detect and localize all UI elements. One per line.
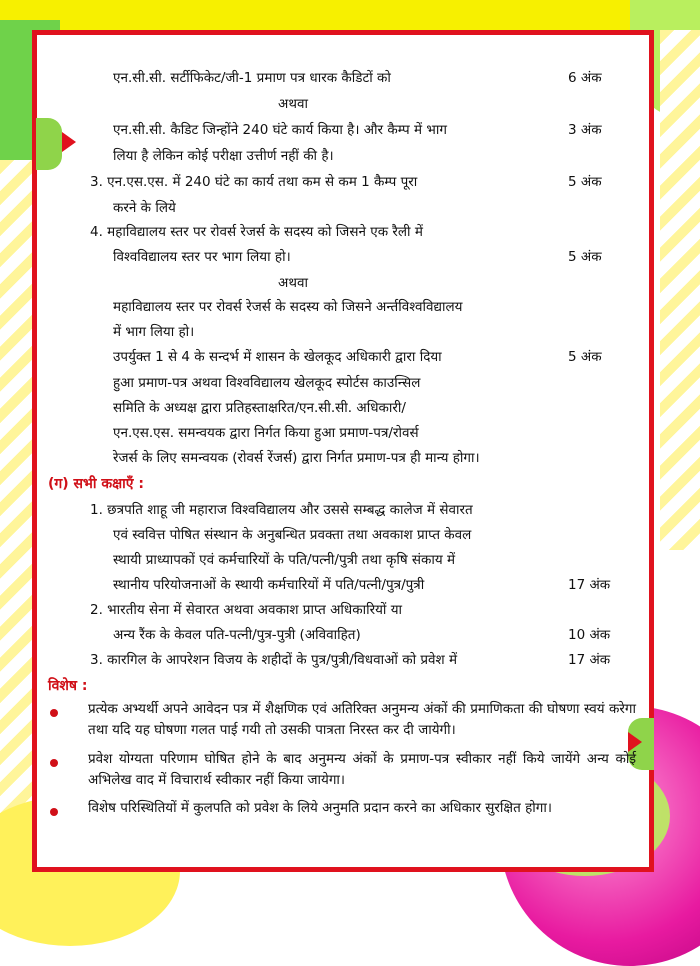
text-line: एवं स्ववित्त पोषित संस्थान के अनुबन्धित प्रवक्ता तथा अवकाश प्राप्त केवल bbox=[113, 527, 472, 543]
marks-value: 17 अंक bbox=[568, 652, 611, 668]
text-line: रेजर्स के लिए समन्वयक (रोवर्स रेंजर्स) द्वारा निर्गत प्रमाण-पत्र ही मान्य होगा। bbox=[113, 450, 480, 466]
text-line: 4. महाविद्यालय स्तर पर रोवर्स रेजर्स के सदस्य को जिसने एक रैली में bbox=[90, 224, 423, 240]
text-line: लिया है लेकिन कोई परीक्षा उत्तीर्ण नहीं की है। bbox=[113, 148, 334, 164]
marks-value: 17 अंक bbox=[568, 577, 611, 593]
text-line: एन.एस.एस. समन्वयक द्वारा निर्गत किया हुआ प्रमाण-पत्र/रोवर्स bbox=[113, 425, 419, 441]
text-line: अन्य रैंक के केवल पति-पत्नी/पुत्र-पुत्री (अविवाहित) bbox=[113, 627, 361, 643]
marks-value: 5 अंक bbox=[568, 349, 602, 365]
text-line: 3. एन.एस.एस. में 240 घंटे का कार्य तथा कम से कम 1 कैम्प पूरा bbox=[90, 174, 418, 190]
text-line: 3. कारगिल के आपरेशन विजय के शहीदों के पुत्र/पुत्री/विधवाओं को प्रवेश में bbox=[90, 652, 458, 668]
text-line: स्थायी प्राध्यापकों एवं कर्मचारियों के पति/पत्नी/पुत्री तथा कृषि संकाय में bbox=[113, 552, 456, 568]
marks-value: 10 अंक bbox=[568, 627, 611, 643]
marks-value: 5 अंक bbox=[568, 249, 602, 265]
text-line: एन.सी.सी. सर्टीफिकेट/जी-1 प्रमाण पत्र धारक कैडिटों को bbox=[113, 70, 391, 86]
note-item: प्रत्येक अभ्यर्थी अपने आवेदन पत्र में शैक्षणिक एवं अतिरिक्त अनुमन्य अंकों की प्रमाणिकता की घोषणा स्वयं करेगा तथा यदि यह घोषणा गलत पाई गयी तो उसकी पात्रता निरस्त कर दी जायेगी। bbox=[88, 701, 636, 738]
text-line: 1. छत्रपति शाहू जी महाराज विश्वविद्यालय और उससे सम्बद्ध कालेज में सेवारत bbox=[90, 502, 473, 518]
text-line: विश्वविद्यालय स्तर पर भाग लिया हो। bbox=[113, 249, 291, 265]
bullet-dot-icon bbox=[50, 709, 58, 717]
text-line: में भाग लिया हो। bbox=[113, 324, 195, 340]
notes-heading: विशेष : bbox=[48, 678, 88, 694]
marks-value: 5 अंक bbox=[568, 174, 602, 190]
text-line: 2. भारतीय सेना में सेवारत अथवा अवकाश प्राप्त अधिकारियों या bbox=[90, 602, 403, 618]
text-line: अथवा bbox=[278, 275, 308, 291]
text-line: स्थानीय परियोजनाओं के स्थायी कर्मचारियों में पति/पत्नी/पुत्र/पुत्री bbox=[113, 577, 425, 593]
text-line: अथवा bbox=[278, 96, 308, 112]
text-line: एन.सी.सी. कैडिट जिन्होंने 240 घंटे कार्य किया है। और कैम्प में भाग bbox=[113, 122, 447, 138]
text-line: हुआ प्रमाण-पत्र अथवा विश्वविद्यालय खेलकूद स्पोर्टस काउन्सिल bbox=[113, 375, 421, 391]
note-item: प्रवेश योग्यता परिणाम घोषित होने के बाद अनुमन्य अंकों के प्रमाण-पत्र स्वीकार नहीं किये जायेंगे अन्य कोई अभिलेख वाद में विचारार्थ स्वीकार नहीं किया जायेगा। bbox=[88, 751, 636, 788]
marks-value: 6 अंक bbox=[568, 70, 602, 86]
text-line: करने के लिये bbox=[113, 200, 176, 216]
text-line: समिति के अध्यक्ष द्वारा प्रतिहस्ताक्षरित/एन.सी.सी. अधिकारी/ bbox=[113, 400, 406, 416]
text-line: उपर्युक्त 1 से 4 के सन्दर्भ में शासन के खेलकूद अधिकारी द्वारा दिया bbox=[113, 349, 442, 365]
note-item: विशेष परिस्थितियों में कुलपति को प्रवेश के लिये अनुमति प्रदान करने का अधिकार सुरक्षित होगा। bbox=[88, 800, 552, 816]
bullet-dot-icon bbox=[50, 759, 58, 767]
marks-value: 3 अंक bbox=[568, 122, 602, 138]
text-line: महाविद्यालय स्तर पर रोवर्स रेजर्स के सदस्य को जिसने अर्न्तविश्वविद्यालय bbox=[113, 299, 463, 315]
section-heading: (ग) सभी कक्षाएँ : bbox=[48, 476, 144, 492]
bullet-dot-icon bbox=[50, 808, 58, 816]
